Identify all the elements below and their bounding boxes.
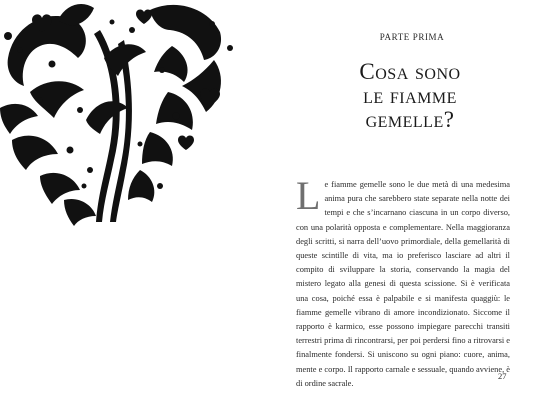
body-paragraph [296,173,510,391]
part-label: PARTE PRIMA [379,32,445,42]
chapter-title-line: Cosa sono [359,59,461,84]
floral-heart-icon [0,0,250,240]
page-number: 27 [498,371,507,381]
chapter-title [320,60,500,132]
chapter-title-line: le fiamme [363,83,457,108]
drop-cap: L [296,173,321,218]
body-text: e fiamme gemelle sono le due metà di una medesima anima pura che sarebbero state separate nella notte dei tempi e che s’incarnano ciascuna in un corpo diverso, con una polarità opposta e complementare. Nella maggioranza degli scritti, si narra dell’uovo primordiale, della gemellarità di queste scintille di vita, ma io preferisco lasciare ad altri il compito di sviluppare la storia, conservando la magia del mistero legato alla genesi di questa scissione. Si è verificata una cosa, poiché essa è palpabile e si manifesta quaggiù: le fiamme gemelle vibrano di amore incondizionato. Siccome il rapporto è karmico, esse possono impiegare parecchi transiti terrestri prima di rincontrarsi, per poi perdersi fino a ritrovarsi e finalmente fondersi. Si uniscono su ogni piano: cuore, anima, mente e corpo. Il rapporto carnale e sessuale, quando avviene, è di ordine sacrale. [296,180,510,388]
chapter-title-line: gemelle? [365,107,455,132]
